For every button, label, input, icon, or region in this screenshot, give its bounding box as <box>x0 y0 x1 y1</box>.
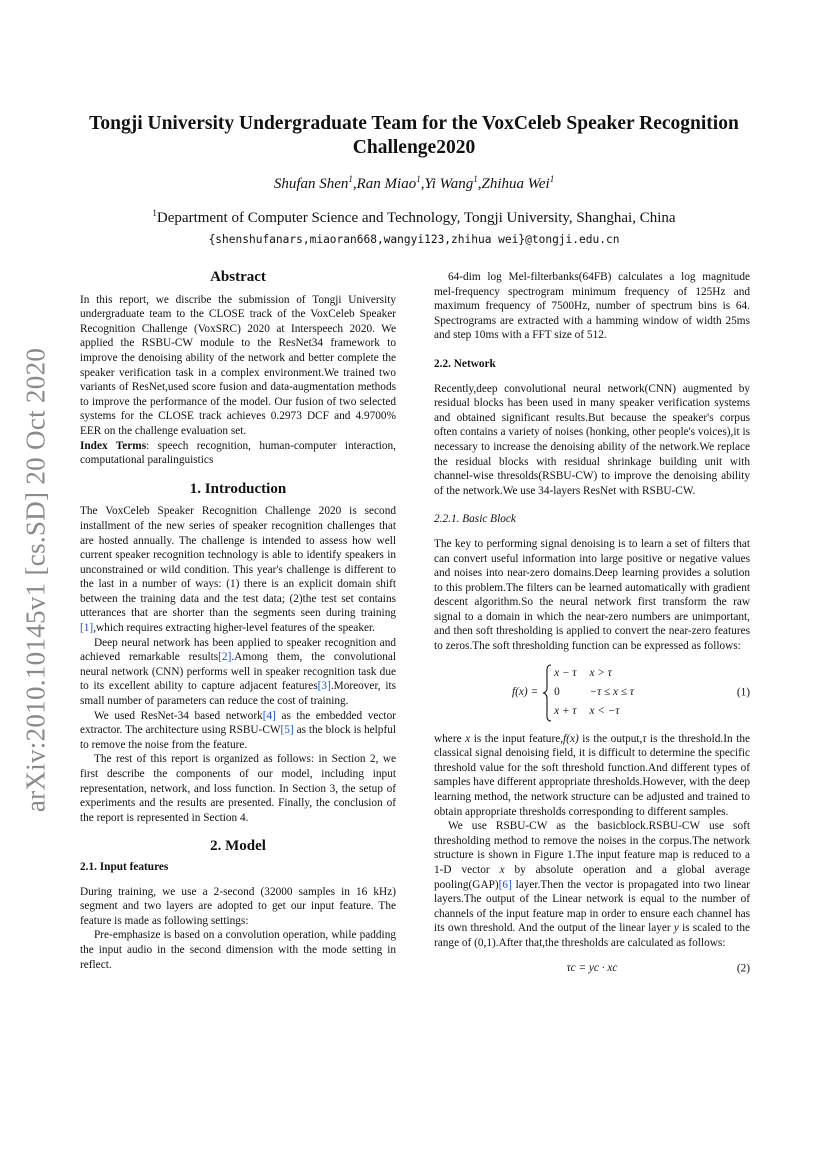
index-terms <box>80 439 396 468</box>
math-symbol: τ <box>642 732 647 745</box>
citation-link[interactable]: [6] <box>498 878 512 891</box>
case-condition: x > τ <box>589 667 612 680</box>
citation-link[interactable]: [3] <box>317 680 331 693</box>
case-value: x − τ <box>554 667 577 680</box>
text-run: is the output, <box>578 732 643 745</box>
author-name: Zhihua Wei <box>481 176 550 192</box>
citation-link[interactable]: [4] <box>262 709 276 722</box>
text-run: is scaled to the range of (0,1).After that,the thresholds are calculated as follows: <box>434 922 750 949</box>
equation-1-lhs: f(x) = <box>512 686 539 699</box>
text-run: as the block is helpful to remove the noise from the feature. <box>80 724 396 751</box>
intro-paragraph-1 <box>80 504 396 635</box>
math-symbol: x <box>465 732 471 745</box>
text-run: is the threshold.In the classical signal denoising field, it is difficult to determine the specific threshold value for the soft threshold function.And different types of samples have different appropriate thresholds.However, with the deep learning method, the network structure can be adjusted and trained to obtain appropriate thresholds corresponding to different samples. <box>434 732 750 818</box>
equation-case-row <box>554 664 635 683</box>
affiliation-mark: 1 <box>152 208 157 218</box>
intro-paragraph-2 <box>80 636 396 709</box>
equation-case-row <box>554 702 635 721</box>
author-name: Yi Wang <box>424 176 474 192</box>
text-run: We used ResNet-34 based network <box>94 709 263 722</box>
basic-block-paragraph-1: The key to performing signal denoising is to learn a set of filters that can convert useful information into large positive or negative values and noises into near-zero domains.Deep learning provides a solution to this problem.The filters can be learned automatically with gradient descent algorithm.So the neural network first transform the raw signal to a domain in which the near-zero numbers are unimportant, and then soft thresholding is applied to convert the near-zero features to zeros.The soft thresholding function can be expressed as follows: <box>434 537 750 653</box>
case-condition: x < −τ <box>589 705 620 718</box>
text-run: Deep neural network has been applied to speaker recognition and achieved remarkable results <box>80 636 396 664</box>
text-run: The VoxCeleb Speaker Recognition Challenge 2020 is second installment of the new series of speaker recognition challenges that are hosted annually. The challenge is intended to assess how well current speaker recognition technology is able to identify speakers in unconstrained or wild condition. This year's challenge is different to the last in a number of ways: (1) there is an explicit domain shift between the training data and the test data; (2)the test set contains utterances that are shorter than the segments seen during training <box>80 505 396 620</box>
equation-1-number: (1) <box>736 686 750 699</box>
case-value: x + τ <box>554 705 577 718</box>
author-emails: {shenshufanars,miaoran668,wangyi123,zhihua wei}@tongji.edu.cn <box>208 233 620 246</box>
network-paragraph: Recently,deep convolutional neural network(CNN) augmented by residual blocks has been used in many speaker verification systems and obtained significant results.But because the speaker's corpus often contains a variety of noises (honking, other people's voices),it is necessary to increase the denoising ability of the network.We replace the residual blocks with residual shrinkage building unit with channel-wise thresolds(RSBU-CW) to improve the denoising ability of the network.We use 34-layers ResNet with RSBU-CW. <box>434 382 750 497</box>
index-terms-label: Index Terms <box>80 439 147 452</box>
math-symbol: f(x) <box>563 732 579 745</box>
input-features-heading: 2.1. Input features <box>80 860 169 873</box>
author-affiliation-mark: 1 <box>416 174 421 184</box>
citation-link[interactable]: [2] <box>218 651 232 664</box>
model-heading: 2. Model <box>210 838 266 855</box>
basic-block-paragraph-3 <box>434 819 750 950</box>
intro-paragraph-4: The rest of this report is organized as follows: in Section 2, we first describe the components of our model, including input representation, network, and loss function. In Section 3, the setup of experiments and the results are presented. Finally, the conclusion of the report is represented in Section 4. <box>80 753 396 824</box>
case-value: 0 <box>554 686 560 699</box>
math-symbol: x <box>499 864 505 876</box>
abstract-text: In this report, we discribe the submission of Tongji University undergraduate team to the CLOSE track of the VoxCeleb Speaker Recognition Challenge (VoxSRC) 2020 at Interspeech 2020. We applied the RSBU-CW module to the ResNet34 framework to improve the denoising ability of the network and better complete the speaker verification task in a complex environment.We trained two variants of ResNet,used score fusion and data-augmentation methods to improve the performance of the model. Our fusion of two selected systems for the CLOSE track achieves 0.2973 DCF and 4.9700% EER on the challenge evaluation set. <box>80 293 396 437</box>
author-affiliation-mark: 1 <box>473 174 478 184</box>
citation-link[interactable]: [1] <box>80 622 94 635</box>
input-paragraph-1: During training, we use a 2-second (32000 samples in 16 kHz) segment and two layers are adopted to get our input feature. The feature is made as following settings: <box>80 885 396 927</box>
equation-1-body <box>512 662 635 724</box>
basic-block-heading: 2.2.1. Basic Block <box>434 513 516 526</box>
network-heading: 2.2. Network <box>434 357 496 370</box>
affiliation <box>60 210 768 227</box>
author-list: Shufan Shen$^1$,Ran Miao$^1$,Yi Wang$^1$,Zhihua Wei$^1$ <box>273 174 555 192</box>
author-name: Shufan Shen <box>273 176 349 192</box>
author-affiliation-mark: 1 <box>549 174 555 184</box>
intro-paragraph-3 <box>80 709 396 753</box>
input-paragraph-3: 64-dim log Mel-filterbanks(64FB) calculates a log magnitude mel-frequency spectrogram minimum frequency of 125Hz and maximum frequency of 7500Hz, number of spectrum bins is 64. Spectrograms are extracted with a hamming window of width 25ms and step 10ms with a FFT size of 512. <box>434 271 750 342</box>
author-name: Ran Miao <box>356 176 417 192</box>
arxiv-sidebar <box>6 220 66 940</box>
index-terms-text: : speech recognition, human-computer interaction, computational paralinguistics <box>80 439 397 467</box>
right-column <box>434 270 750 981</box>
abstract-heading: Abstract <box>210 269 266 285</box>
text-run: layer.Then the vector is propagated into two linear layers.The output of the Linear network is equal to the number of channels of the input feature map in order to ensure each channel has its own threshold. And the output of the linear layer <box>434 878 750 935</box>
left-brace-icon <box>542 664 552 722</box>
text-run: .Among them, the convolutional neural network (CNN) performs well in speaker recognition task due to its excellent ability to capture adjacent features <box>80 651 396 693</box>
citation-link[interactable]: [5] <box>280 724 294 737</box>
author-affiliation-mark: 1 <box>348 174 353 184</box>
text-run: .Moreover, its small number of parameters can reduce the cost of training. <box>80 680 396 708</box>
left-column <box>80 270 396 972</box>
equation-case-row <box>554 683 635 702</box>
text-run: We use RSBU-CW as the basicblock.RSBU-CW use soft thresholding method to remove the noises in the corpus.The network structure is shown in Figure 1.The input feature map is reduced to a 1-D vector <box>434 820 750 876</box>
arxiv-identifier: arXiv:2010.10145v1 [cs.SD] 20 Oct 2020 <box>20 347 51 813</box>
equation-1-cases <box>554 664 635 721</box>
text-run: as the embedded vector extractor. The architecture using RSBU-CW <box>80 709 396 737</box>
text-run: by absolute operation and a global average pooling(GAP) <box>434 864 750 891</box>
equation-2 <box>434 957 750 981</box>
paper-title: Tongji University Undergraduate Team for the VoxCeleb Speaker Recognition Challenge2020 <box>89 113 739 158</box>
basic-block-paragraph-2 <box>434 732 750 820</box>
text-run: is the input feature, <box>470 732 564 745</box>
equation-1 <box>434 662 750 724</box>
equation-2-number: (2) <box>736 962 750 975</box>
math-symbol: y <box>673 922 679 935</box>
case-condition: −τ ≤ x ≤ τ <box>589 686 634 699</box>
text-run: where <box>434 732 466 745</box>
input-paragraph-2: Pre-emphasize is based on a convolution operation, while padding the input audio in the second dimension with the mode setting in reflect. <box>80 929 396 971</box>
text-run: ,which requires extracting higher-level features of the speaker. <box>93 622 375 635</box>
equation-2-body: τc = yc · xc <box>566 961 618 974</box>
introduction-heading: 1. Introduction <box>189 480 287 497</box>
affiliation-text: Department of Computer Science and Technology, Tongji University, Shanghai, China <box>156 210 676 226</box>
